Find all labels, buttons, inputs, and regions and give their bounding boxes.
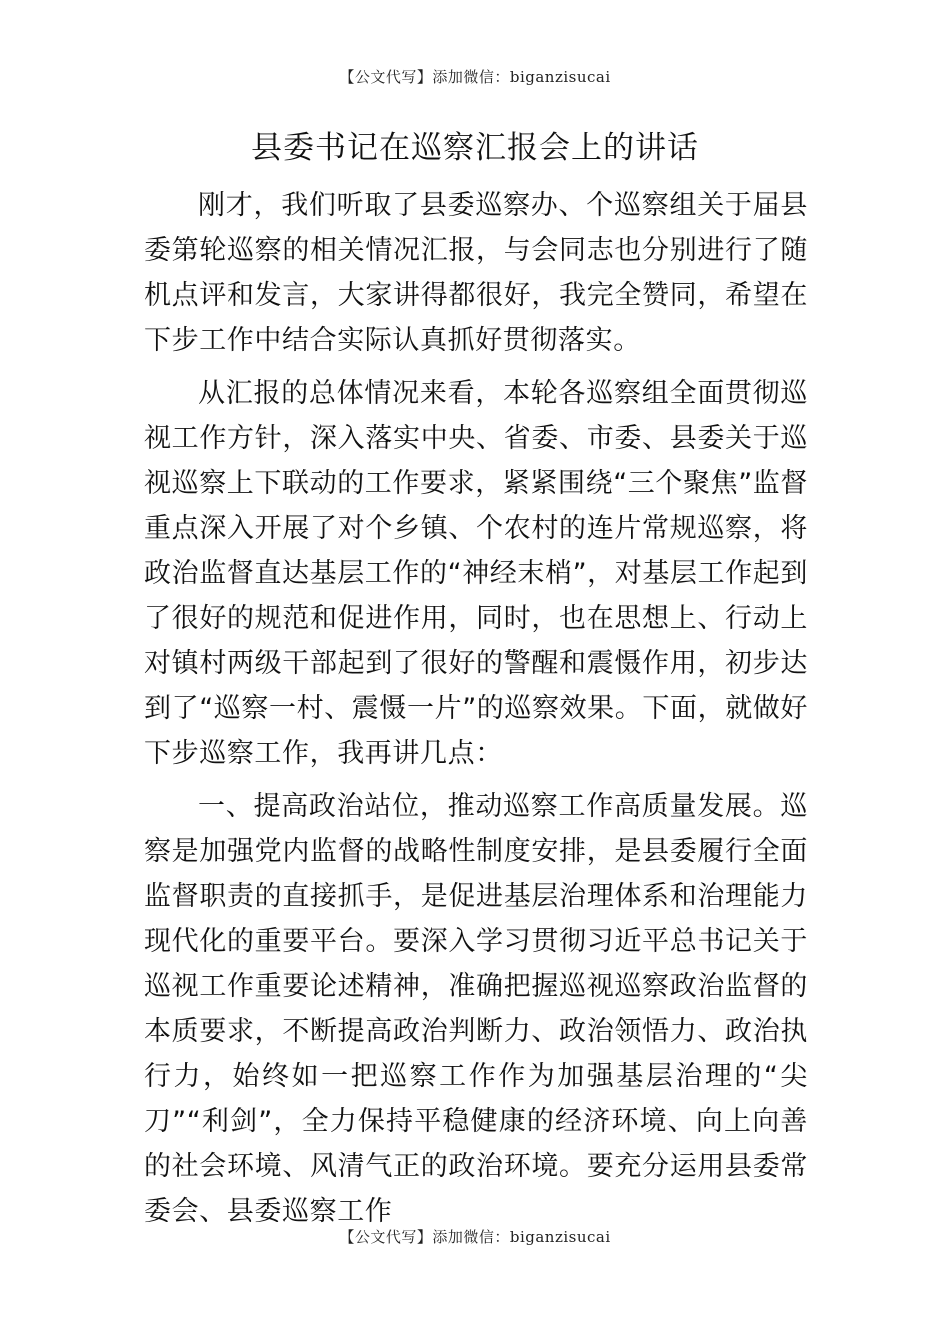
paragraph-overview: 从汇报的总体情况来看，本轮各巡察组全面贯彻巡视工作方针，深入落实中央、省委、市委、县委关于巡视巡察上下联动的工作要求，紧紧围绕“三个聚焦”监督重点深入开展了对个乡镇、个农村的连片常规巡察，将政治监督直达基层工作的“神经末梢”，对基层工作起到了很好的规范和促进作用，同时，也在思想上、行动上对镇村两级干部起到了很好的警醒和震慑作用，初步达到了“巡察一村、震慑一片”的巡察效果。下面，就做好下步巡察工作，我再讲几点： (144, 378, 808, 769)
paragraph-point-one: 一、提高政治站位，推动巡察工作高质量发展。巡察是加强党内监督的战略性制度安排，是县委履行全面监督职责的直接抓手，是促进基层治理体系和治理能力现代化的重要平台。要深入学习贯彻习近平总书记关于巡视工作重要论述精神，准确把握巡视巡察政治监督的本质要求，不断提高政治判断力、政治领悟力、政治执行力，始终如一把巡察工作作为加强基层治理的“尖刀”“利剑”，全力保持平稳健康的经济环境、向上向善的社会环境、风清气正的政治环境。要充分运用县委常委会、县委巡察工作 (144, 791, 808, 1227)
paragraph-opening: 刚才，我们听取了县委巡察办、个巡察组关于届县委第轮巡察的相关情况汇报，与会同志也分别进行了随机点评和发言，大家讲得都很好，我完全赞同，希望在下步工作中结合实际认真抓好贯彻落实。 (144, 190, 808, 356)
document-body (144, 183, 808, 1234)
document-title: 县委书记在巡察汇报会上的讲话 (251, 130, 699, 166)
footer-watermark-note: 【公文代写】添加微信：biganzisucai (339, 1228, 611, 1246)
header-watermark-note: 【公文代写】添加微信：biganzisucai (339, 68, 611, 86)
